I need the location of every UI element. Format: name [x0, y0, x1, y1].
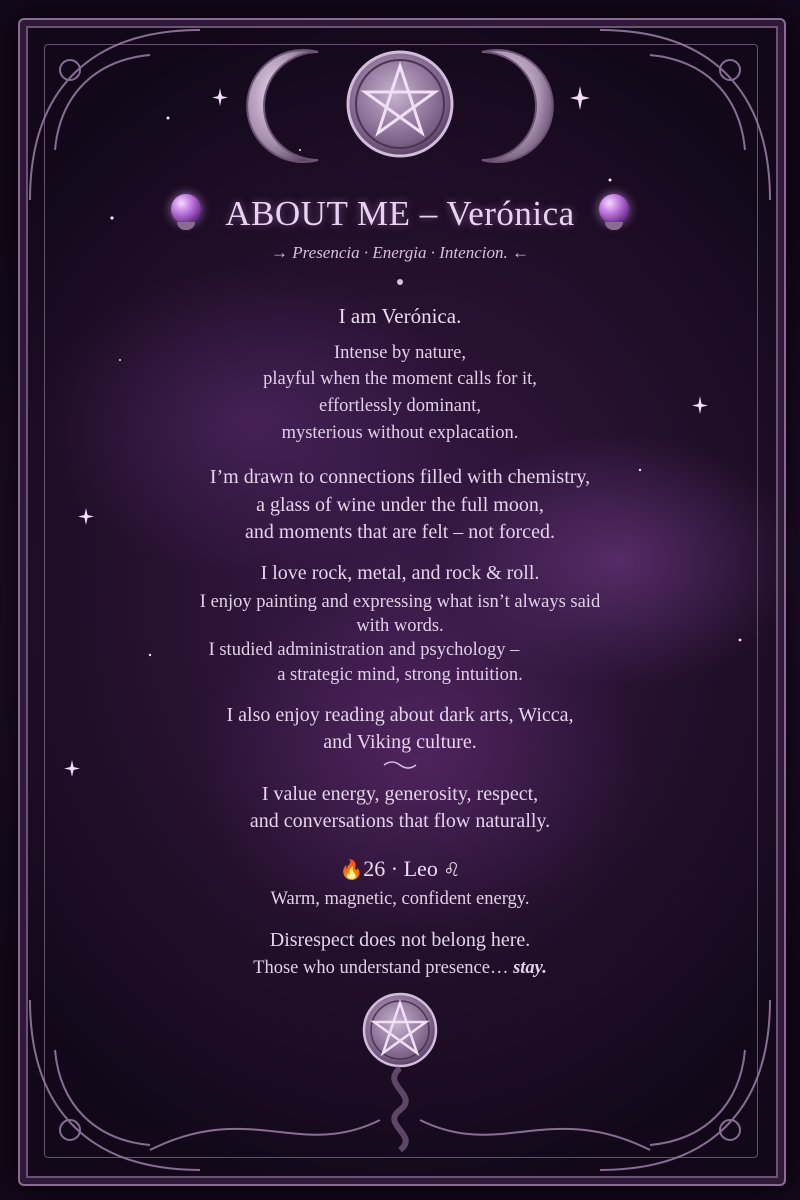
- values-line: I value energy, generosity, respect,: [261, 783, 539, 805]
- closing-line: Disrespect does not belong here.: [269, 929, 531, 951]
- intro-line: effortlessly dominant,: [318, 396, 482, 416]
- interests-line: with words.: [356, 616, 444, 636]
- intro-line: playful when the moment calls for it,: [263, 369, 537, 389]
- intro-line: mysterious without explacation.: [281, 423, 519, 443]
- reading-line: I also enjoy reading about dark arts, Wicca,: [226, 704, 574, 726]
- interests-line: a strategic mind, strong intuition.: [277, 665, 523, 685]
- interests-line: I enjoy painting and expressing what isn’t always said: [199, 592, 601, 612]
- closing-prefix: Those who understand presence…: [253, 958, 514, 978]
- fire-icon: 🔥: [339, 859, 364, 881]
- intro-line: Intense by nature,: [333, 343, 467, 363]
- interests-line: I studied administration and psychology –: [208, 640, 520, 660]
- intro-name: I am Verónica.: [338, 304, 462, 328]
- triple-moon-icon: [247, 50, 553, 162]
- crystal-ball-icon: [597, 194, 631, 234]
- profile-tagline: Warm, magnetic, confident energy.: [270, 889, 530, 909]
- age-sign: 26 · Leo: [363, 856, 438, 881]
- crystal-ball-icon: [169, 194, 203, 234]
- title-row: [60, 188, 740, 240]
- pentacle-icon: [364, 994, 436, 1150]
- closing-line: [60, 959, 740, 978]
- subtitle: → Presencia · Energia · Intencion. ←: [271, 243, 529, 262]
- connections-line: a glass of wine under the full moon,: [256, 494, 544, 516]
- interests-lead: I love rock, metal, and rock & roll.: [260, 562, 540, 584]
- connections-line: and moments that are felt – not forced.: [245, 521, 555, 543]
- closing-emphasis: stay.: [513, 958, 547, 978]
- page-title: ABOUT ME – Verónica: [225, 194, 575, 233]
- connections-line: I’m drawn to connections filled with chemistry,: [209, 466, 591, 488]
- values-line: and conversations that flow naturally.: [249, 810, 551, 832]
- age-sign-row: [60, 858, 740, 880]
- leo-icon: ♌: [443, 859, 461, 881]
- reading-line: and Viking culture.: [323, 731, 477, 753]
